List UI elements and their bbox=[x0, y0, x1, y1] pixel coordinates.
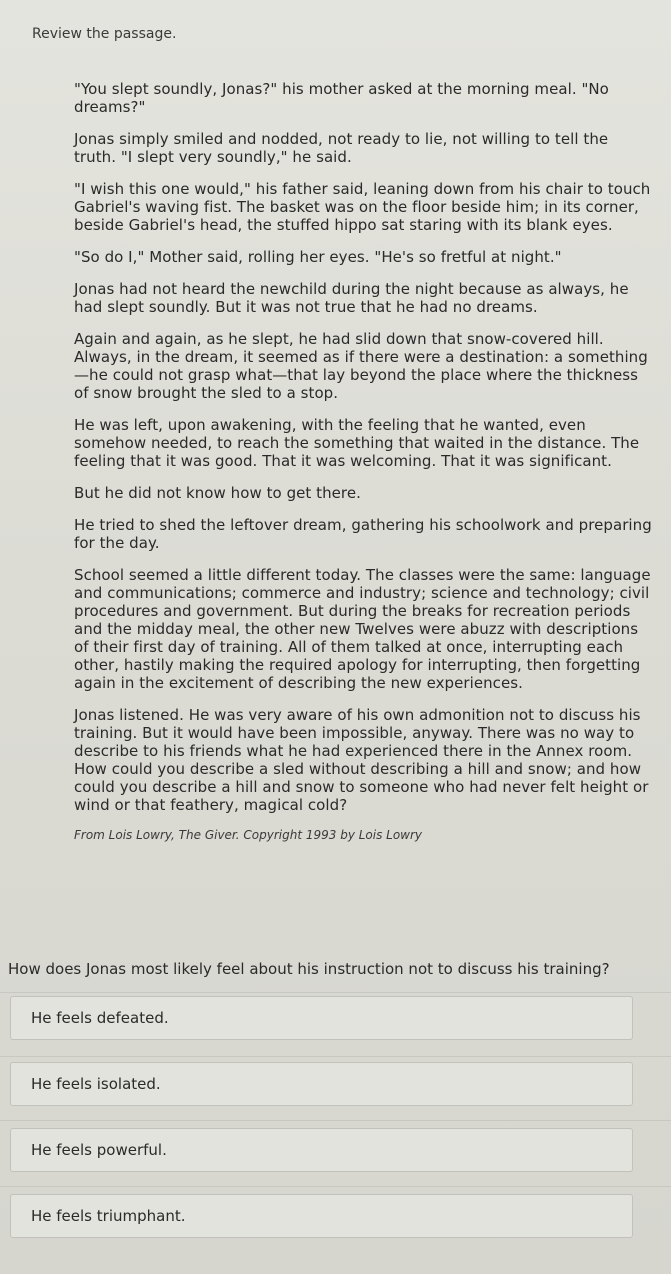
answer-option-b[interactable] bbox=[10, 1062, 633, 1106]
passage-paragraph: "So do I," Mother said, rolling her eyes. "He's so fretful at night." bbox=[74, 248, 562, 266]
question-text: How does Jonas most likely feel about his instruction not to discuss his training? bbox=[8, 960, 610, 978]
divider bbox=[0, 992, 671, 993]
passage-source: From Lois Lowry, The Giver. Copyright 1993 by Lois Lowry bbox=[74, 828, 423, 842]
passage-paragraph: Jonas listened. He was very aware of his own admonition not to discuss his training. But it would have been impossible, anyway. There was no way to describe to his friends what he had experienced there in the Annex room. How could you describe a sled without describing a hill and snow; and how could you describe a hill and snow to someone who had never felt height or wind or that feathery, magical cold? bbox=[74, 706, 649, 814]
answer-option-a[interactable] bbox=[10, 996, 633, 1040]
divider bbox=[0, 1056, 671, 1057]
passage-paragraph: "You slept soundly, Jonas?" his mother asked at the morning meal. "No dreams?" bbox=[74, 80, 609, 116]
passage-paragraph: Jonas had not heard the newchild during the night because as always, he had slept soundly. But it was not true that he had no dreams. bbox=[74, 280, 629, 316]
answer-option-label: He feels powerful. bbox=[31, 1141, 167, 1159]
passage-paragraph: "I wish this one would," his father said, leaning down from his chair to touch Gabriel's waving fist. The basket was on the floor beside him; in its corner, beside Gabriel's head, the stuffed hippo sat staring with its blank eyes. bbox=[74, 180, 651, 234]
passage-paragraph: But he did not know how to get there. bbox=[74, 484, 361, 502]
passage-paragraph: School seemed a little different today. The classes were the same: language and communications; commerce and industry; science and technology; civil procedures and government. But during the breaks for recreation periods and the midday meal, the other new Twelves were abuzz with descriptions of their first day of training. All of them talked at once, interrupting each other, hastily making the required apology for interrupting, then forgetting again in the excitement of describing the new experiences. bbox=[74, 566, 651, 692]
passage-paragraph: He tried to shed the leftover dream, gathering his schoolwork and preparing for the day. bbox=[74, 516, 652, 552]
passage-paragraph: Again and again, as he slept, he had slid down that snow-covered hill. Always, in the dream, it seemed as if there were a destination: a something—he could not grasp what—that lay beyond the place where the thickness of snow brought the sled to a stop. bbox=[74, 330, 648, 402]
answer-option-c[interactable] bbox=[10, 1128, 633, 1172]
passage-paragraph: He was left, upon awakening, with the feeling that he wanted, even somehow needed, to reach the something that waited in the distance. The feeling that it was good. That it was welcoming. That it was significant. bbox=[74, 416, 640, 470]
answer-option-d[interactable] bbox=[10, 1194, 633, 1238]
instruction-text: Review the passage. bbox=[32, 26, 177, 42]
divider bbox=[0, 1186, 671, 1187]
answer-option-label: He feels defeated. bbox=[31, 1009, 169, 1027]
passage-paragraph: Jonas simply smiled and nodded, not ready to lie, not willing to tell the truth. "I slept very soundly," he said. bbox=[74, 130, 609, 166]
answer-option-label: He feels triumphant. bbox=[31, 1207, 186, 1225]
answer-option-label: He feels isolated. bbox=[31, 1075, 161, 1093]
divider bbox=[0, 1120, 671, 1121]
reading-passage bbox=[74, 80, 654, 842]
